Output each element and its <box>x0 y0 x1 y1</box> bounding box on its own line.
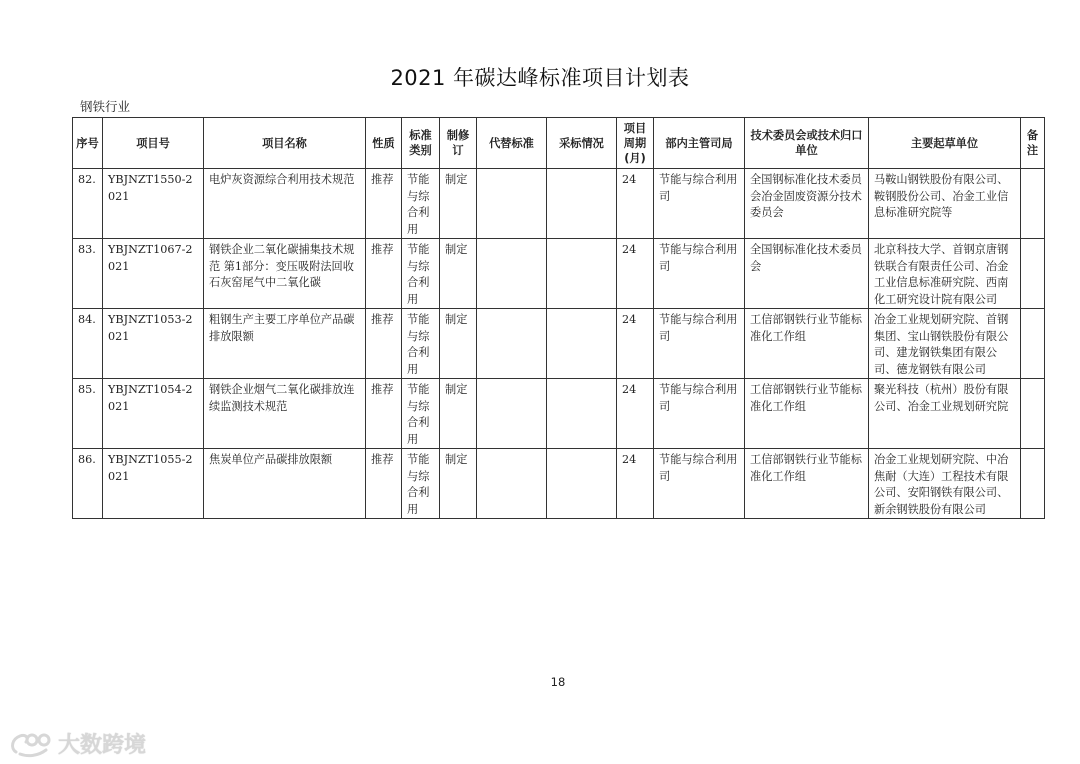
cell-category: 节能与综合利用 <box>402 379 440 449</box>
cell-revision: 制定 <box>440 379 477 449</box>
cell-replaces <box>477 379 547 449</box>
cell-cycle: 24 <box>617 169 654 239</box>
col-header-drafters: 主要起草单位 <box>869 118 1021 169</box>
cell-adoption <box>547 169 617 239</box>
cell-department: 节能与综合利用司 <box>654 169 745 239</box>
page-number: 18 <box>550 675 566 689</box>
cell-adoption <box>547 449 617 519</box>
standards-plan-table <box>72 117 1045 519</box>
cell-remarks <box>1021 309 1045 379</box>
cell-adoption <box>547 379 617 449</box>
col-header-remarks: 备注 <box>1021 118 1045 169</box>
cell-replaces <box>477 309 547 379</box>
cell-cycle: 24 <box>617 309 654 379</box>
col-header-committee: 技术委员会或技术归口单位 <box>745 118 869 169</box>
cell-nature: 推荐 <box>366 169 402 239</box>
cell-revision: 制定 <box>440 309 477 379</box>
cell-remarks <box>1021 239 1045 309</box>
cell-project-name: 电炉灰资源综合利用技术规范 <box>204 169 366 239</box>
cell-project-name: 粗钢生产主要工序单位产品碳排放限额 <box>204 309 366 379</box>
cell-drafters: 聚光科技（杭州）股份有限公司、冶金工业规划研究院 <box>869 379 1021 449</box>
cell-revision: 制定 <box>440 449 477 519</box>
col-header-revision: 制修订 <box>440 118 477 169</box>
cell-committee: 工信部钢铁行业节能标准化工作组 <box>745 449 869 519</box>
cell-replaces <box>477 169 547 239</box>
cell-cycle: 24 <box>617 239 654 309</box>
cell-project-no: YBJNZT1550-2021 <box>103 169 204 239</box>
cell-category: 节能与综合利用 <box>402 239 440 309</box>
cell-adoption <box>547 239 617 309</box>
cell-project-name: 钢铁企业烟气二氧化碳排放连续监测技术规范 <box>204 379 366 449</box>
cell-revision: 制定 <box>440 239 477 309</box>
cell-project-name: 钢铁企业二氧化碳捕集技术规范 第1部分：变压吸附法回收石灰窑尾气中二氧化碳 <box>204 239 366 309</box>
cell-project-no: YBJNZT1053-2021 <box>103 309 204 379</box>
cell-replaces <box>477 449 547 519</box>
cell-seq: 84. <box>73 309 103 379</box>
cell-seq: 83. <box>73 239 103 309</box>
cell-remarks <box>1021 169 1045 239</box>
cell-department: 节能与综合利用司 <box>654 309 745 379</box>
col-header-adoption: 采标情况 <box>547 118 617 169</box>
weibo-logo-icon <box>8 730 54 758</box>
watermark <box>8 728 146 759</box>
cell-replaces <box>477 239 547 309</box>
col-header-category: 标准类别 <box>402 118 440 169</box>
col-header-replaces: 代替标准 <box>477 118 547 169</box>
cell-department: 节能与综合利用司 <box>654 379 745 449</box>
cell-remarks <box>1021 449 1045 519</box>
cell-category: 节能与综合利用 <box>402 309 440 379</box>
cell-adoption <box>547 309 617 379</box>
cell-cycle: 24 <box>617 449 654 519</box>
cell-cycle: 24 <box>617 379 654 449</box>
cell-drafters: 马鞍山钢铁股份有限公司、鞍钢股份公司、冶金工业信息标准研究院等 <box>869 169 1021 239</box>
cell-department: 节能与综合利用司 <box>654 239 745 309</box>
table-row <box>73 239 1045 309</box>
cell-drafters: 冶金工业规划研究院、首钢集团、宝山钢铁股份有限公司、建龙钢铁集团有限公司、德龙钢铁有限公司 <box>869 309 1021 379</box>
table-row <box>73 449 1045 519</box>
col-header-department: 部内主管司局 <box>654 118 745 169</box>
cell-committee: 全国钢标准化技术委员会 <box>745 239 869 309</box>
cell-seq: 85. <box>73 379 103 449</box>
cell-seq: 86. <box>73 449 103 519</box>
col-header-project-name: 项目名称 <box>204 118 366 169</box>
table-row <box>73 169 1045 239</box>
cell-seq: 82. <box>73 169 103 239</box>
table-header-row <box>73 118 1045 169</box>
table-row <box>73 309 1045 379</box>
cell-revision: 制定 <box>440 169 477 239</box>
col-header-nature: 性质 <box>366 118 402 169</box>
cell-committee: 工信部钢铁行业节能标准化工作组 <box>745 379 869 449</box>
industry-label: 钢铁行业 <box>80 99 131 114</box>
cell-category: 节能与综合利用 <box>402 169 440 239</box>
cell-project-no: YBJNZT1054-2021 <box>103 379 204 449</box>
cell-project-no: YBJNZT1067-2021 <box>103 239 204 309</box>
col-header-cycle: 项目周期(月) <box>617 118 654 169</box>
table-row <box>73 379 1045 449</box>
cell-drafters: 北京科技大学、首钢京唐钢铁联合有限责任公司、冶金工业信息标准研究院、西南化工研究设计院有限公司 <box>869 239 1021 309</box>
cell-category: 节能与综合利用 <box>402 449 440 519</box>
cell-remarks <box>1021 379 1045 449</box>
cell-nature: 推荐 <box>366 379 402 449</box>
col-header-project-no: 项目号 <box>103 118 204 169</box>
cell-department: 节能与综合利用司 <box>654 449 745 519</box>
cell-nature: 推荐 <box>366 309 402 379</box>
cell-nature: 推荐 <box>366 239 402 309</box>
cell-committee: 工信部钢铁行业节能标准化工作组 <box>745 309 869 379</box>
col-header-seq: 序号 <box>73 118 103 169</box>
cell-project-name: 焦炭单位产品碳排放限额 <box>204 449 366 519</box>
cell-nature: 推荐 <box>366 449 402 519</box>
cell-committee: 全国钢标准化技术委员会冶金固废资源分技术委员会 <box>745 169 869 239</box>
watermark-text: 大数跨境 <box>58 733 147 758</box>
page-title: 2021 年碳达峰标准项目计划表 <box>390 66 690 90</box>
cell-project-no: YBJNZT1055-2021 <box>103 449 204 519</box>
cell-drafters: 冶金工业规划研究院、中冶焦耐（大连）工程技术有限公司、安阳钢铁有限公司、新余钢铁股份有限公司 <box>869 449 1021 519</box>
